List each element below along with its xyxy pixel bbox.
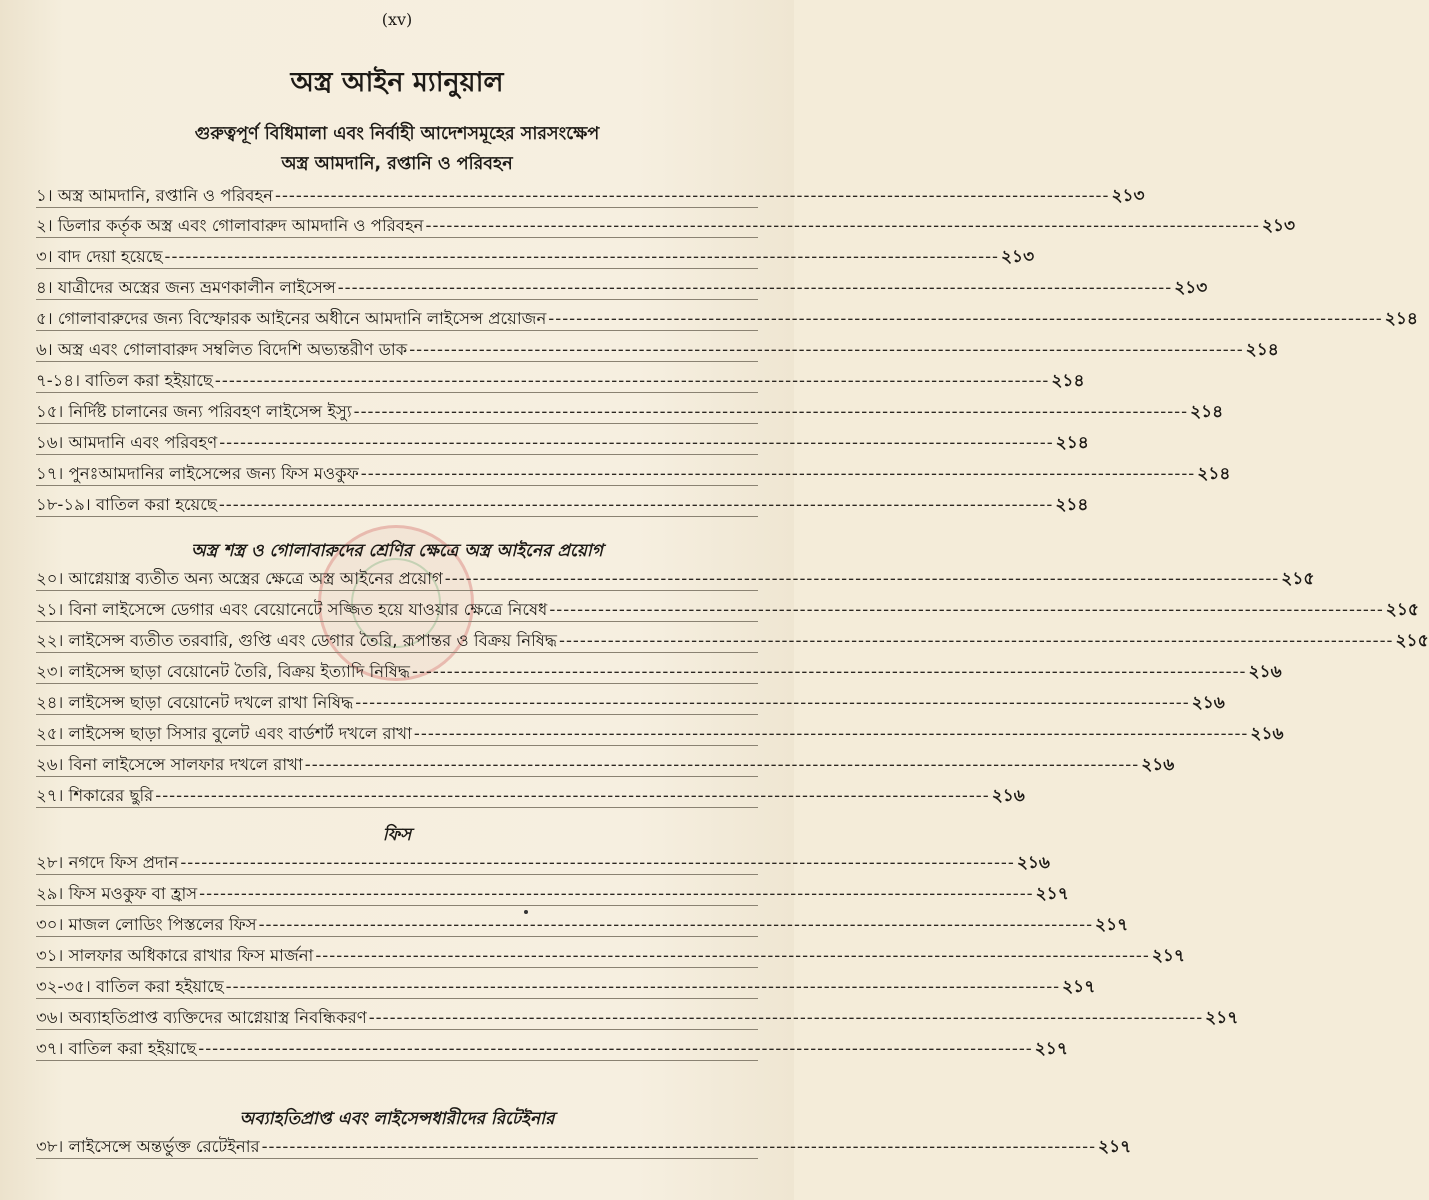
entry-number: ২৬।: [36, 755, 69, 774]
entry-number: ৩০।: [36, 915, 69, 934]
entry-number: ২১।: [36, 600, 69, 619]
dot-leader: ------------------------------------------------------------------------------------------------------------------------: [444, 569, 1280, 588]
dot-leader: ------------------------------------------------------------------------------------------------------------------------: [225, 977, 1061, 996]
entry-title: নগদে ফিস প্রদান: [68, 853, 179, 872]
entry-page-number: ২১৫: [1385, 600, 1419, 620]
entry-number: ২২।: [36, 631, 69, 650]
dot-leader: ------------------------------------------------------------------------------------------------------------------------: [368, 1008, 1204, 1027]
dot-leader: ------------------------------------------------------------------------------------------------------------------------: [425, 216, 1260, 235]
toc-entry: [36, 486, 1089, 517]
entry-number: ২৫।: [36, 724, 69, 743]
entry-page-number: ২১৩: [1261, 216, 1296, 236]
toc-entry: [36, 455, 1231, 486]
section-heading-application: অস্ত্র শস্ত্র ও গোলাবারুদের শ্রেণির ক্ষেত্রে অস্ত্র আইনের প্রয়োগ: [191, 541, 603, 561]
entry-title: বাতিল করা হইয়াছে: [85, 371, 213, 390]
entry-title: অস্ত্র এবং গোলাবারুদ সম্বলিত বিদেশি অভ্যন্তরীণ ডাক: [57, 340, 408, 359]
toc-entry: [36, 424, 1089, 455]
toc-entry: [36, 653, 1282, 684]
entry-number: ৭-১৪।: [36, 371, 86, 390]
entry-title: লাইসেন্স ব্যতীত তরবারি, গুপ্তি এবং ডেগার তৈরি, রূপান্তর ও বিক্রয় নিষিদ্ধ: [68, 631, 558, 650]
entry-page-number: ২১৪: [1245, 340, 1279, 360]
entry-title: বিনা লাইসেন্সে সালফার দখলে রাখা: [68, 755, 303, 774]
dot-leader: ------------------------------------------------------------------------------------------------------------------------: [275, 186, 1110, 205]
entry-title: পুনঃআমদানির লাইসেন্সের জন্য ফিস মওকুফ: [68, 464, 359, 483]
entry-title: নির্দিষ্ট চালানের জন্য পরিবহণ লাইসেন্স ইস্যু: [68, 402, 352, 421]
toc-entry: [36, 746, 1175, 777]
dot-leader: ------------------------------------------------------------------------------------------------------------------------: [337, 278, 1173, 297]
entry-page-number: ২১৬: [1250, 724, 1284, 744]
entry-number: ৩৮।: [36, 1137, 69, 1156]
entry-page-number: ২১৭: [1205, 1008, 1239, 1028]
toc-entry: [36, 560, 1315, 591]
entry-number: ২৪।: [36, 693, 69, 712]
entry-title: শিকারের ছুরি: [68, 786, 154, 805]
toc-entry: [36, 591, 1419, 622]
dot-leader: ------------------------------------------------------------------------------------------------------------------------: [548, 309, 1383, 328]
toc-entry: [36, 937, 1185, 968]
toc-entry: [36, 362, 1085, 393]
entry-number: ২৩।: [36, 662, 69, 681]
entry-title: বাতিল করা হয়েছে: [95, 495, 217, 514]
toc-entry: [36, 393, 1224, 424]
entry-page-number: ২১৫: [1395, 631, 1429, 651]
entry-page-number: ২১৬: [1016, 853, 1050, 873]
toc-entry: [36, 1030, 1068, 1061]
entry-title: সালফার অধিকারে রাখার ফিস মার্জনা: [68, 946, 314, 965]
dot-leader: ------------------------------------------------------------------------------------------------------------------------: [304, 755, 1140, 774]
dot-leader: ------------------------------------------------------------------------------------------------------------------------: [353, 402, 1189, 421]
dot-leader: ------------------------------------------------------------------------------------------------------------------------: [214, 371, 1050, 390]
dot-leader: ------------------------------------------------------------------------------------------------------------------------: [409, 340, 1244, 359]
section-heading-import: অস্ত্র আমদানি, রপ্তানি ও পরিবহন: [281, 154, 513, 174]
page-number: (xv): [381, 10, 413, 29]
entry-title: ফিস মওকুফ বা হ্রাস: [68, 884, 198, 903]
dot-leader: ------------------------------------------------------------------------------------------------------------------------: [155, 786, 990, 805]
dot-leader: ------------------------------------------------------------------------------------------------------------------------: [559, 631, 1394, 650]
entry-number: ২৮।: [36, 853, 69, 872]
entry-page-number: ২১৪: [1384, 309, 1418, 329]
entry-number: ১৮-১৯।: [36, 495, 96, 514]
page-title: অস্ত্র আইন ম্যানুয়াল: [290, 67, 504, 98]
dot-leader: ------------------------------------------------------------------------------------------------------------------------: [412, 662, 1247, 681]
dot-leader: ------------------------------------------------------------------------------------------------------------------------: [315, 946, 1150, 965]
entry-number: ৪।: [36, 278, 58, 297]
entry-number: ১৫।: [36, 402, 69, 421]
entry-page-number: ২১৪: [1055, 433, 1089, 453]
entry-page-number: ২১৬: [1191, 693, 1225, 713]
entry-page-number: ২১৩: [1174, 278, 1208, 298]
toc-entry: [36, 999, 1239, 1030]
entry-title: গোলাবারুদের জন্য বিস্ফোরক আইনের অধীনে আমদানি লাইসেন্স প্রয়োজন: [57, 309, 547, 328]
entry-page-number: ২১৭: [1062, 977, 1096, 997]
toc-entry: [36, 777, 1025, 808]
entry-page-number: ২১৩: [1111, 186, 1145, 206]
entry-number: ৩।: [36, 247, 58, 266]
entry-number: ৩৬।: [36, 1008, 69, 1027]
toc-entry: [36, 331, 1279, 362]
toc-entry: [36, 622, 1429, 653]
entry-title: বাতিল করা হইয়াছে: [96, 977, 224, 996]
toc-entry: [36, 684, 1225, 715]
entry-page-number: ২১৪: [1197, 464, 1231, 484]
dot-leader: ------------------------------------------------------------------------------------------------------------------------: [261, 1137, 1097, 1156]
entry-title: লাইসেন্স ছাড়া বেয়োনেট দখলে রাখা নিষিদ্ধ: [68, 693, 354, 712]
toc-entry: [36, 715, 1284, 746]
entry-title: অস্ত্র আমদানি, রপ্তানি ও পরিবহন: [57, 186, 273, 205]
section-heading-fees: ফিস: [382, 825, 412, 845]
entry-title: লাইসেন্স ছাড়া বেয়োনেট তৈরি, বিক্রয় ইত্যাদি নিষিদ্ধ: [68, 662, 411, 681]
entry-number: ৩১।: [36, 946, 69, 965]
entry-title: আগ্নেয়াস্ত্র ব্যতীত অন্য অস্ত্রের ক্ষেত্রে অস্ত্র আইনের প্রয়োগ: [68, 569, 443, 588]
dot-leader: ------------------------------------------------------------------------------------------------------------------------: [355, 693, 1190, 712]
entry-title: যাত্রীদের অস্ত্রের জন্য ভ্রমণকালীন লাইসেন্স: [57, 278, 336, 297]
entry-page-number: ২১৭: [1034, 1039, 1068, 1059]
entry-title: লাইসেন্সে অন্তর্ভুক্ত রেটেইনার: [68, 1137, 260, 1156]
entry-number: ১৬।: [36, 433, 69, 452]
entry-title: অব্যাহতিপ্রাপ্ত ব্যক্তিদের আগ্নেয়াস্ত্র নিবন্ধিকরণ: [68, 1008, 367, 1027]
dot-leader: ------------------------------------------------------------------------------------------------------------------------: [258, 915, 1094, 934]
toc-entry: [36, 875, 1069, 906]
entry-page-number: ২১৭: [1035, 884, 1069, 904]
entry-title: মাজল লোডিং পিস্তলের ফিস: [68, 915, 257, 934]
entry-page-number: ২১৭: [1098, 1137, 1132, 1157]
entry-number: ৩৭।: [36, 1039, 69, 1058]
page-subtitle: গুরুত্বপূর্ণ বিধিমালা এবং নির্বাহী আদেশসমূহের সারসংক্ষেপ: [194, 124, 600, 144]
entry-title: ডিলার কর্তৃক অস্ত্র এবং গোলাবারুদ আমদানি ও পরিবহন: [57, 216, 424, 235]
dot-leader: ------------------------------------------------------------------------------------------------------------------------: [549, 600, 1384, 619]
dot-leader: ------------------------------------------------------------------------------------------------------------------------: [360, 464, 1196, 483]
entry-page-number: ২১৩: [1001, 247, 1035, 267]
toc-entry: [36, 269, 1208, 300]
toc-entry: [36, 238, 1035, 269]
entry-page-number: ২১৪: [1190, 402, 1224, 422]
entry-title: লাইসেন্স ছাড়া সিসার বুলেট এবং বার্ডশর্ট দখলে রাখা: [68, 724, 412, 743]
entry-page-number: ২১৫: [1281, 569, 1315, 589]
dot-leader: ------------------------------------------------------------------------------------------------------------------------: [218, 495, 1054, 514]
entry-title: বাতিল করা হইয়াছে: [68, 1039, 197, 1058]
entry-page-number: ২১৪: [1055, 495, 1089, 515]
entry-page-number: ২১৭: [1095, 915, 1129, 935]
entry-number: ৬।: [36, 340, 58, 359]
dot-leader: ------------------------------------------------------------------------------------------------------------------------: [413, 724, 1249, 743]
entry-number: ২০।: [36, 569, 69, 588]
entry-title: আমদানি এবং পরিবহণ: [68, 433, 218, 452]
toc-entry: [36, 906, 1129, 937]
entry-number: ১।: [36, 186, 58, 205]
entry-page-number: ২১৬: [1248, 662, 1282, 682]
toc-entry: [36, 844, 1050, 875]
entry-number: ২।: [36, 216, 58, 235]
entry-page-number: ২১৬: [1141, 755, 1175, 775]
toc-entry: [36, 968, 1096, 999]
entry-page-number: ২১৭: [1151, 946, 1185, 966]
entry-page-number: ২১৪: [1051, 371, 1085, 391]
entry-number: ২৯।: [36, 884, 69, 903]
toc-entry: [36, 300, 1418, 331]
entry-title: বিনা লাইসেন্সে ডেগার এবং বেয়োনেটে সজ্জিত হয়ে যাওয়ার ক্ষেত্রে নিষেধ: [68, 600, 548, 619]
toc-entry: [36, 177, 1145, 208]
toc-entry: [36, 1128, 1132, 1159]
entry-number: ৩২-৩৫।: [36, 977, 96, 996]
dot-leader: ------------------------------------------------------------------------------------------------------------------------: [164, 247, 999, 266]
dot-leader: ------------------------------------------------------------------------------------------------------------------------: [199, 884, 1034, 903]
entry-number: ২৭।: [36, 786, 69, 805]
section-heading-retainers: অব্যাহতিপ্রাপ্ত এবং লাইসেন্সধারীদের রিটেইনার: [239, 1109, 555, 1129]
toc-entry: [36, 207, 1296, 238]
entry-page-number: ২১৬: [991, 786, 1025, 806]
dot-leader: ------------------------------------------------------------------------------------------------------------------------: [198, 1039, 1033, 1058]
entry-number: ১৭।: [36, 464, 69, 483]
entry-number: ৫।: [36, 309, 58, 328]
entry-title: বাদ দেয়া হয়েছে: [57, 247, 163, 266]
dot-leader: ------------------------------------------------------------------------------------------------------------------------: [219, 433, 1054, 452]
dot-leader: ------------------------------------------------------------------------------------------------------------------------: [180, 853, 1015, 872]
